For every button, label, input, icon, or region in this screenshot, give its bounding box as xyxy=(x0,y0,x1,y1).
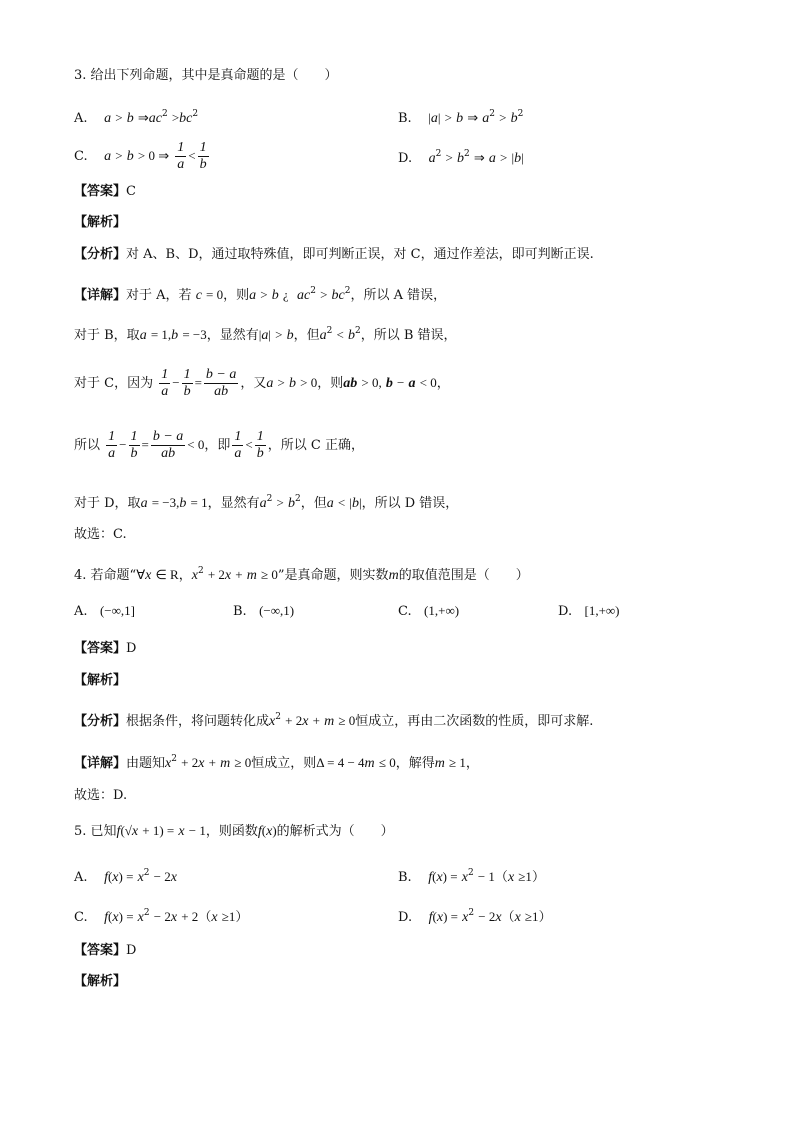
q4-fenxi: 【分析】根据条件，将问题转化成$x^2 + 2x + m \ge 0$恒成立，再由二次函数的性质，即可求解. xyxy=(74,712,594,729)
q3-option-b: B. |a| > b ⇒ $a^2 > b^2$ xyxy=(398,109,524,126)
q4-option-b: B. (−∞,1) xyxy=(233,603,295,619)
q5-answer: 【答案】D xyxy=(74,943,137,958)
q3-option-a: A. a > b $\Rightarrow ac^2 >bc^2$ xyxy=(74,109,199,126)
q4-option-d: D. [1,+∞) xyxy=(558,603,620,619)
q3-xiangjie-c2: 所以 $\frac{1}{a}$ − $\frac{1}{b}$ = $\frac{b - a}{ab}$ < 0，即 $\frac{1}{a}$ < $\frac{1}{b}$ ，所以 C 正确， xyxy=(74,428,364,461)
q3-fenxi: 【分析】对 A、B、D，通过取特殊值，即可判断正误，对 C，通过作差法，即可判断正误. xyxy=(74,247,594,262)
q5-stem: 5. 已知f(√x + 1) = x − 1，则函数f(x)的解析式为（ ） xyxy=(74,823,394,839)
q4-stem: 4. 若命题“∀x ∈ R，$x^2 + 2x + m \ge 0$”是真命题，则实数m的取值范围是（ ） xyxy=(74,566,529,583)
q3-answer: 【答案】C xyxy=(74,184,136,199)
q3-choose: 故选：C. xyxy=(74,527,127,542)
q3-stem: 3. 给出下列命题，其中是真命题的是（ ） xyxy=(74,68,338,83)
q5-option-a: A. $f(x) = x^2 - 2x$ xyxy=(74,868,177,885)
q5-option-b: B. $f(x) = x^2 - 1(x \ge 1)$ xyxy=(398,868,545,885)
q5-option-c: C. $f(x) = x^2 - 2x + 2(x \ge 1)$ xyxy=(74,908,249,925)
q3-xiangjie-a: 【详解】对于 A，若 c = 0，则a > b ¿ $ac^2 > bc^2$，所以 A 错误， xyxy=(74,286,447,303)
q5-analysis-tag: 【解析】 xyxy=(74,974,127,989)
q3-xiangjie-d: 对于 D，取a = −3,b = 1，显然有$a^2 > b^2$，但a < |b|，所以 D 错误， xyxy=(74,494,459,511)
q3-analysis-tag: 【解析】 xyxy=(74,215,127,230)
q3-xiangjie-b: 对于 B，取a = 1,b = −3，显然有|a| > b，但$a^2 < b^2$，所以 B 错误， xyxy=(74,326,457,343)
q4-choose: 故选：D. xyxy=(74,788,128,803)
q5-option-d: D. $f(x) = x^2 - 2x(x \ge 1)$ xyxy=(398,908,552,925)
q3-xiangjie-c: 对于 C，因为 $\frac{1}{a}$ − $\frac{1}{b}$ = $\frac{b - a}{ab}$ ，又a > b > 0，则ab > 0, b − a < 0， xyxy=(74,366,450,399)
q4-option-a: A. (−∞,1] xyxy=(74,603,135,619)
q4-answer: 【答案】D xyxy=(74,641,137,656)
q4-analysis-tag: 【解析】 xyxy=(74,673,127,688)
q4-option-c: C. (1,+∞) xyxy=(398,603,460,619)
q3-option-c: C. a > b > 0 ⇒ $\frac{1}{a}$ < $\frac{1}{b}$ xyxy=(74,139,207,172)
q4-xiangjie: 【详解】由题知$x^2 + 2x + m \ge 0$恒成立，则Δ = 4 − 4m ≤ 0，解得m ≥ 1， xyxy=(74,754,479,771)
q3-option-d: D. $a^2 > b^2$ ⇒ a > |b| xyxy=(398,149,524,166)
